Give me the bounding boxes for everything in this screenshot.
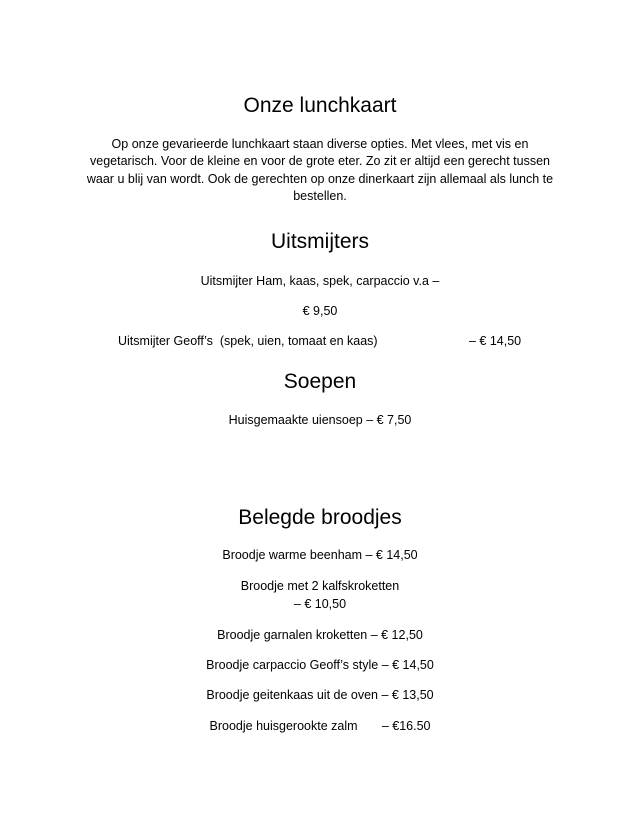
- section-heading-uitsmijters: Uitsmijters: [271, 230, 369, 253]
- menu-item-uitsmijter-ham-price: € 9,50: [302, 304, 338, 318]
- page-title: Onze lunchkaart: [243, 94, 397, 117]
- menu-item-broodje-kalfskroketten-price: – € 10,50: [293, 597, 347, 611]
- menu-item-broodje-zalm: Broodje huisgerookte zalm – €16.50: [209, 719, 431, 733]
- menu-item-uiensoep: Huisgemaakte uiensoep – € 7,50: [228, 413, 412, 427]
- menu-item-broodje-geitenkaas: Broodje geitenkaas uit de oven – € 13,50: [206, 688, 434, 702]
- section-heading-belegde-broodjes: Belegde broodjes: [238, 506, 402, 529]
- intro-paragraph: Op onze gevarieerde lunchkaart staan diverse opties. Met vlees, met vis en vegetarisch. Voor de kleine en voor de grote eter. Zo zit er altijd een gerecht tussen waar u blij van wordt. Ook de gerechten op onze dinerkaart zijn allemaal als lunch te bestellen.: [86, 137, 554, 203]
- menu-item-broodje-carpaccio: Broodje carpaccio Geoff’s style – € 14,50: [206, 658, 434, 672]
- section-heading-soepen: Soepen: [283, 370, 357, 393]
- menu-item-broodje-garnalen: Broodje garnalen kroketten – € 12,50: [217, 628, 423, 642]
- menu-item-uitsmijter-ham: Uitsmijter Ham, kaas, spek, carpaccio v.a –: [200, 274, 440, 288]
- menu-item-uitsmijter-geoffs: Uitsmijter Geoff’s (spek, uien, tomaat en kaas): [118, 334, 378, 348]
- menu-item-uitsmijter-geoffs-price: – € 14,50: [469, 334, 522, 348]
- menu-item-broodje-kalfskroketten: Broodje met 2 kalfskroketten: [240, 579, 400, 593]
- menu-item-broodje-beenham: Broodje warme beenham – € 14,50: [222, 548, 418, 562]
